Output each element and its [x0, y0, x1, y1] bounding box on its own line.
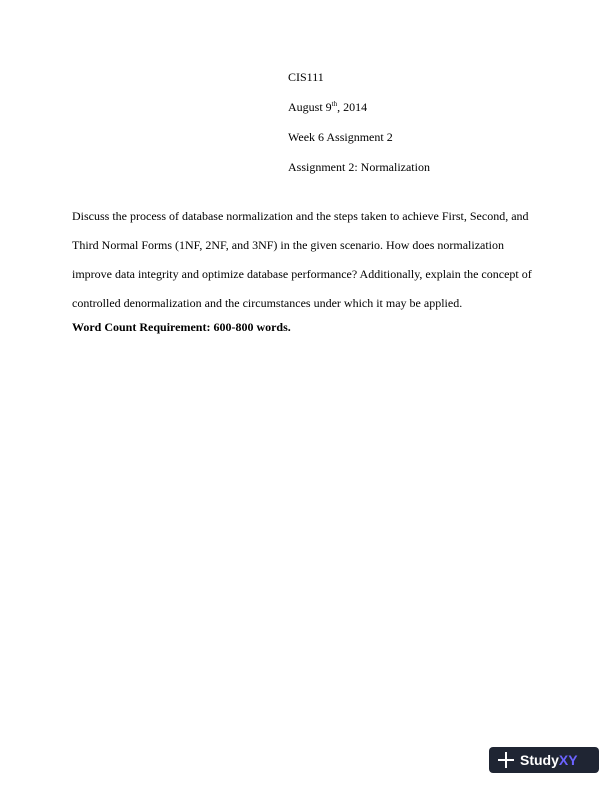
date-prefix: August 9: [288, 100, 332, 114]
studyxy-badge[interactable]: [489, 747, 599, 773]
brand-accent: XY: [558, 752, 578, 768]
week-label: Week 6 Assignment 2: [288, 130, 393, 144]
date-suffix: , 2014: [337, 100, 368, 114]
plus-icon: [498, 752, 514, 768]
prompt-line: Third Normal Forms (1NF, 2NF, and 3NF) in the given scenario. How does normalization: [72, 238, 505, 252]
prompt-line: Discuss the process of database normalization and the steps taken to achieve First, Second, and: [72, 209, 529, 223]
assignment-prompt: [72, 209, 542, 334]
submission-date: [288, 100, 548, 114]
brand-main: Study: [520, 752, 559, 768]
prompt-line: improve data integrity and optimize database performance? Additionally, explain the concept of: [72, 267, 532, 281]
document-header: [288, 70, 548, 190]
date-superscript: th: [331, 100, 338, 108]
brand-name: [520, 747, 578, 773]
word-count-requirement: Word Count Requirement: 600-800 words.: [72, 320, 291, 334]
assignment-title: Assignment 2: Normalization: [288, 160, 430, 174]
prompt-line: controlled denormalization and the circumstances under which it may be applied.: [72, 296, 463, 310]
course-code: CIS111: [288, 70, 324, 84]
